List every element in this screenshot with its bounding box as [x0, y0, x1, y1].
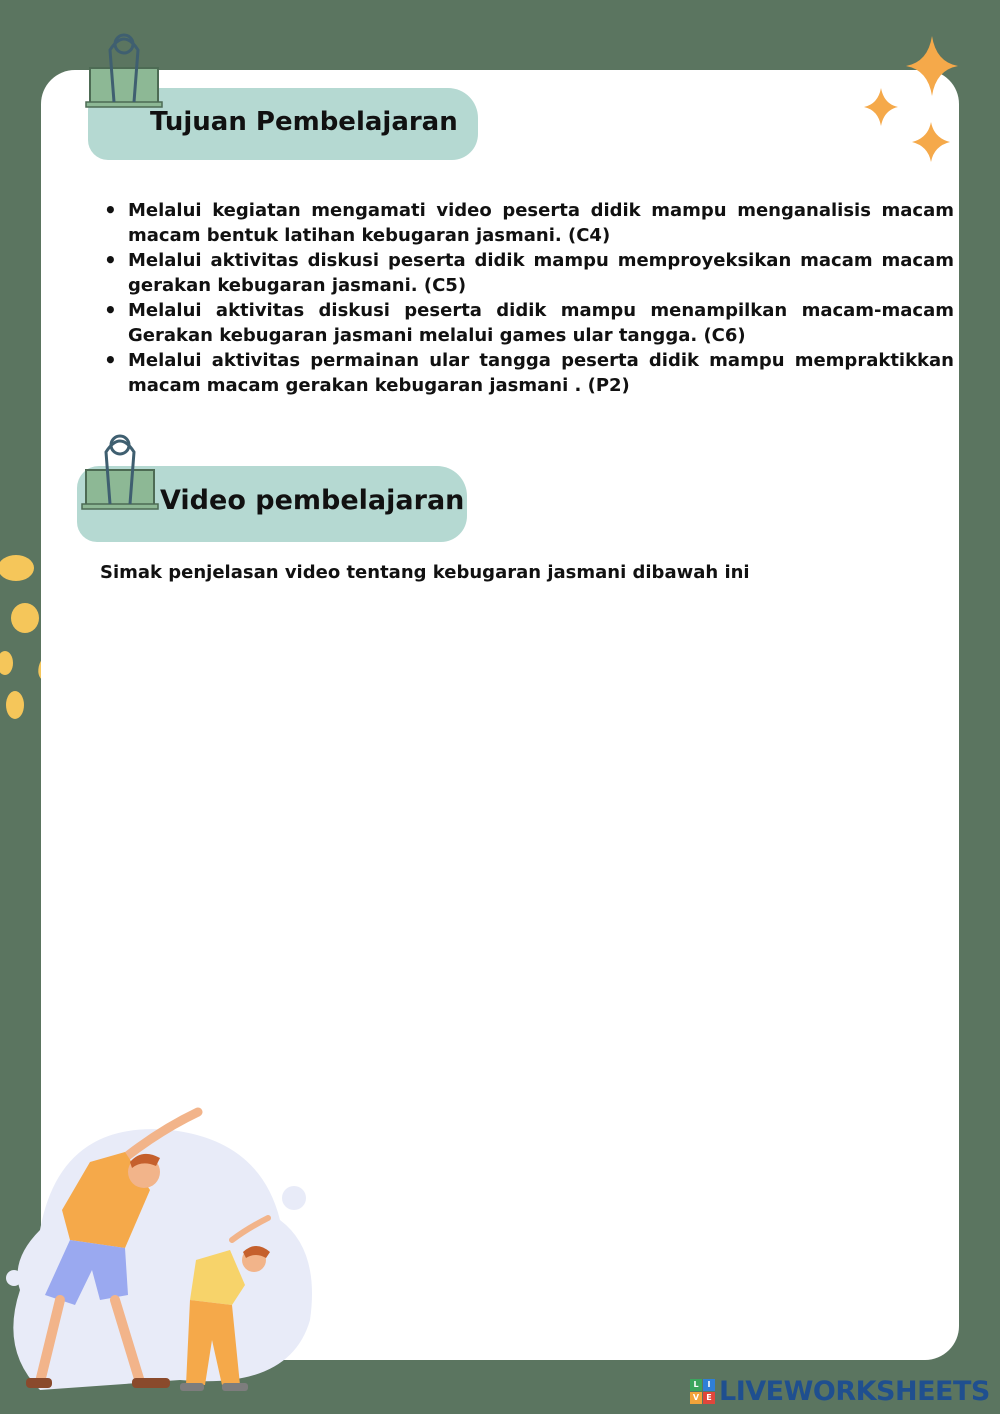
objectives-list: [100, 198, 954, 398]
section-title-video: Video pembelajaran: [160, 485, 465, 516]
binder-clip-icon: [84, 30, 164, 110]
section-title-objectives: Tujuan Pembelajaran: [150, 107, 458, 137]
objective-item: • Melalui aktivitas permainan ular tangga peserta didik mampu mempraktikkan macam macam gerakan kebugaran jasmani . (P2): [128, 348, 954, 398]
logo-letter: V: [690, 1392, 702, 1404]
binder-clip-icon: [80, 430, 160, 512]
objective-item: • Melalui kegiatan mengamati video peserta didik mampu menganalisis macam macam bentuk latihan kebugaran jasmani. (C4): [128, 198, 954, 248]
objective-item: • Melalui aktivitas diskusi peserta didik mampu menampilkan macam-macam Gerakan kebugaran jasmani melalui games ular tangga. (C6): [128, 298, 954, 348]
exercise-illustration: [0, 1100, 340, 1400]
sparkle-stars-decoration: [860, 36, 970, 166]
liveworksheets-brand: [690, 1374, 990, 1408]
liveworksheets-logo-icon: [690, 1379, 715, 1404]
logo-letter: L: [690, 1379, 702, 1391]
video-instruction-text: Simak penjelasan video tentang kebugaran jasmani dibawah ini: [100, 562, 750, 583]
logo-letter: E: [703, 1392, 715, 1404]
brand-name: LIVEWORKSHEETS: [719, 1375, 990, 1407]
logo-letter: I: [703, 1379, 715, 1391]
objective-item: • Melalui aktivitas diskusi peserta didik mampu memproyeksikan macam macam gerakan kebugaran jasmani. (C5): [128, 248, 954, 298]
